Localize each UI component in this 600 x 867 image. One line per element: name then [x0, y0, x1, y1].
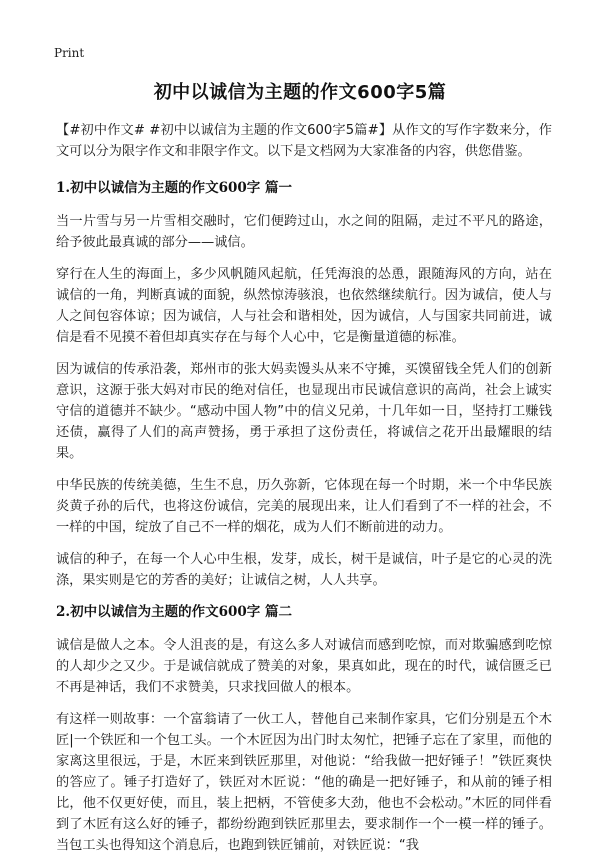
section-1-heading: 1.初中以诚信为主题的作文600字 篇一 [56, 180, 292, 196]
section-1-paragraph: 当一片雪与另一片雪相交融时，它们便跨过山，水之间的阻隔，走过不平凡的路途，给予彼此最真诚的部分——诚信。 [56, 214, 552, 250]
section-1-paragraph: 中华民族的传统美德，生生不息，历久弥新，它体现在每一个时期，米一个中华民族炎黄子孙的后代，也将这份诚信，完美的展现出来，让人们看到了不一样的社会，不一样的中国，绽放了自己不一样的烟花，成为人们不断前进的动力。 [56, 478, 552, 535]
section-1-paragraph: 诚信的种子，在每一个人心中生根，发芽，成长，树干是诚信，叶子是它的心灵的洗涤，果实则是它的芳香的美好；让诚信之树，人人共享。 [56, 552, 552, 588]
article-body [56, 120, 552, 867]
page-title: 初中以诚信为主题的作文600字5篇 [153, 82, 447, 103]
section-1-paragraph: 穿行在人生的海面上，多少风帆随风起航，任凭海浪的怂恿，跟随海风的方向，站在诚信的一角，判断真诚的面貌，纵然惊涛骇浪，也依然继续航行。因为诚信，使人与人之间包容体谅；因为诚信，人与社会和谐相处，因为诚信，人与国家共同前进，诚信是看不见摸不着但却真实存在与每个人心中，它是衡量道德的标准。 [56, 267, 552, 345]
section-2-heading: 2.初中以诚信为主题的作文600字 篇二 [56, 604, 292, 620]
section-2-paragraph: 诚信是做人之本。令人沮丧的是，有这么多人对诚信而感到吃惊，而对欺骗感到吃惊的人却少之又少。于是诚信就成了赞美的对象，果真如此，现在的时代，诚信匮乏已不再是神话，我们不求赞美，只求找回做人的根本。 [56, 638, 552, 695]
intro-paragraph: 【#初中作文# #初中以诚信为主题的作文600字5篇#】从作文的写作字数来分，作文可以分为限字作文和非限字作文。以下是文档网为大家准备的内容，供您借鉴。 [56, 123, 552, 159]
section-2-paragraph: 有这样一则故事：一个富翁请了一伙工人，替他自己来制作家具，它们分别是五个木匠|一个铁匠和一个包工头。一个木匠因为出门时太匆忙，把锤子忘在了家里，而他的家离这里很远，于是，木匠来到铁匠那里，对他说：“给我做一把好锤子！”铁匠爽快的答应了。锤子打造好了，铁匠对木匠说：“他的确是一把好锤子，和从前的锤子相比，他不仅更好使，而且，装上把柄，不管使多大劲，他也不会松动。”木匠的同伴看到了木匠有这么好的锤子，都纷纷跑到铁匠那里去，要求制作一个一模一样的锤子。当包工头也得知这个消息后，也跑到铁匠铺前，对铁匠说：“我 [56, 712, 552, 853]
section-1-paragraph: 因为诚信的传承沿袭，郑州市的张大妈卖馒头从来不守摊，买馍留钱全凭人们的创新意识，这源于张大妈对市民的绝对信任，也显现出市民诚信意识的高尚，社会上诚实守信的道德并不缺少。“感动中国人物”中的信义兄弟，十几年如一日，坚持打工赚钱还债，赢得了人们的高声赞扬，勇于承担了这份责任，将诚信之花开出最耀眼的结果。 [56, 362, 552, 461]
print-link[interactable]: Print [54, 46, 85, 60]
